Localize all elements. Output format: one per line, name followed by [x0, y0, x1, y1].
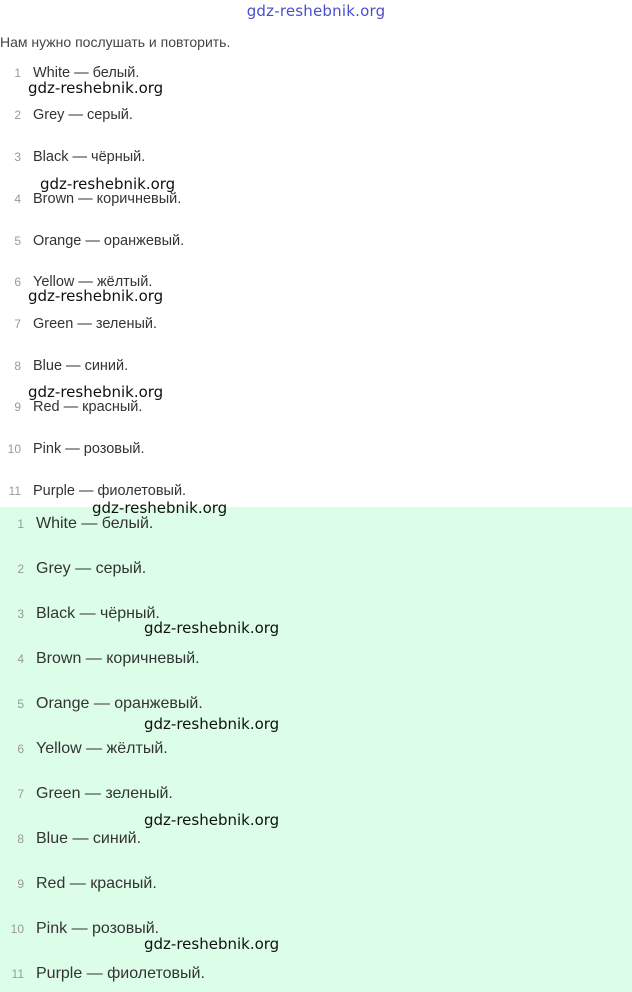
watermark: gdz-reshebnik.org [28, 79, 164, 97]
item-number: 4 [14, 192, 21, 206]
item-text: Black — чёрный. [36, 605, 160, 622]
watermark: gdz-reshebnik.org [144, 935, 280, 953]
item-text: Brown — коричневый. [33, 191, 182, 207]
item-text: Purple — фиолетовый. [33, 483, 187, 499]
item-number: 7 [17, 787, 24, 801]
item-text: Brown — коричневый. [36, 650, 200, 667]
item-number: 8 [17, 832, 24, 846]
item-number: 5 [17, 697, 24, 711]
item-text: White — белый. [36, 515, 154, 532]
item-number: 10 [10, 922, 24, 936]
watermark: gdz-reshebnik.org [144, 811, 280, 829]
answer-panel [0, 507, 632, 992]
watermark: gdz-reshebnik.org [92, 499, 228, 517]
item-text: White — белый. [33, 65, 140, 81]
item-text: Yellow — жёлтый. [36, 740, 168, 757]
watermark: gdz-reshebnik.org [28, 383, 164, 401]
watermark: gdz-reshebnik.org [144, 619, 280, 637]
item-number: 9 [14, 400, 21, 414]
site-header-link[interactable]: gdz-reshebnik.org [246, 2, 386, 20]
item-number: 3 [17, 607, 24, 621]
instruction-text: Нам нужно послушать и повторить. [0, 34, 231, 50]
item-text: Orange — оранжевый. [33, 233, 185, 249]
item-number: 5 [14, 234, 21, 248]
item-text: Pink — розовый. [33, 441, 145, 457]
item-text: Orange — оранжевый. [36, 695, 203, 712]
item-text: Red — красный. [36, 875, 157, 892]
item-number: 10 [7, 442, 21, 456]
item-text: Green — зеленый. [36, 785, 173, 802]
item-number: 2 [14, 108, 21, 122]
item-number: 11 [8, 484, 21, 498]
item-number: 6 [17, 742, 24, 756]
item-text: Pink — розовый. [36, 920, 160, 937]
item-text: Grey — серый. [36, 560, 147, 577]
item-text: Blue — синий. [36, 830, 142, 847]
item-number: 7 [14, 317, 21, 331]
item-number: 1 [14, 66, 21, 80]
item-number: 6 [14, 275, 21, 289]
item-number: 3 [14, 150, 21, 164]
item-number: 2 [17, 562, 24, 576]
item-text: Purple — фиолетовый. [36, 965, 205, 982]
item-text: Black — чёрный. [33, 149, 146, 165]
item-text: Blue — синий. [33, 358, 129, 374]
watermark: gdz-reshebnik.org [40, 175, 176, 193]
item-text: Yellow — жёлтый. [33, 274, 153, 290]
item-number: 9 [17, 877, 24, 891]
item-text: Red — красный. [33, 399, 143, 415]
item-number: 8 [14, 359, 21, 373]
watermark: gdz-reshebnik.org [28, 287, 164, 305]
item-text: Green — зеленый. [33, 316, 158, 332]
watermark: gdz-reshebnik.org [144, 715, 280, 733]
item-number: 4 [17, 652, 24, 666]
item-number: 1 [17, 517, 24, 531]
item-text: Grey — серый. [33, 107, 133, 123]
item-number: 11 [11, 967, 24, 981]
